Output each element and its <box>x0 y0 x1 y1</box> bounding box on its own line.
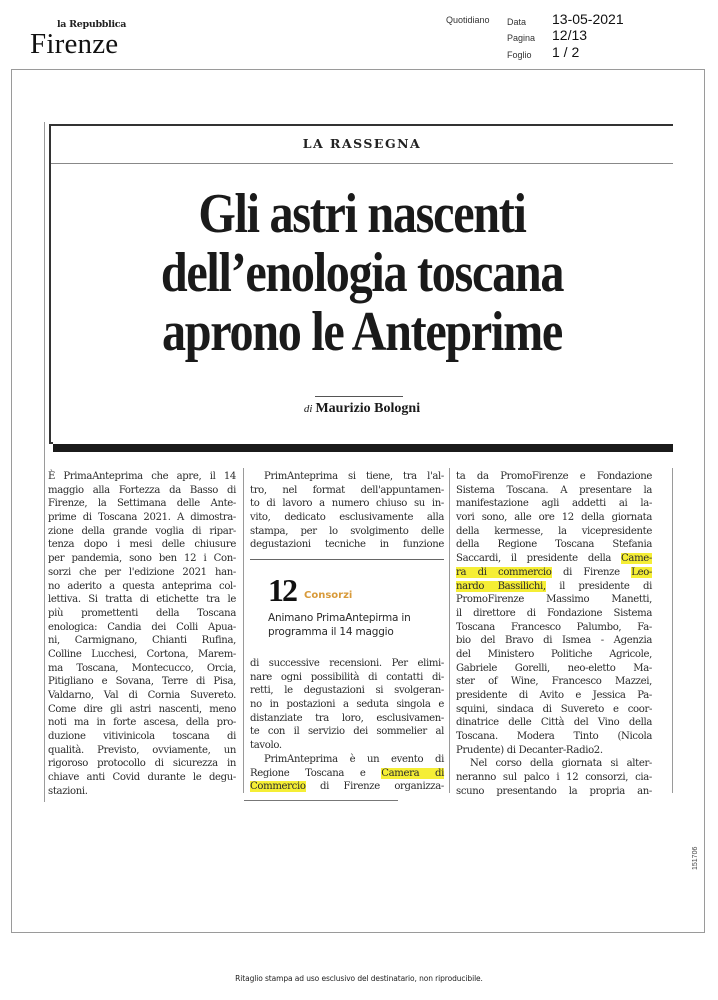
publication-type: Quotidiano <box>446 15 490 25</box>
text-line: rigoroso protocollo di sicurezza in <box>48 758 236 770</box>
text-line: squini, sindaca di Suvereto e coor- <box>456 703 652 715</box>
column-divider <box>449 468 450 793</box>
text-line: ster of Wine, Francesco Mazzei, <box>456 676 652 688</box>
text-line: PrimAnteprima si tiene, tra l'al- <box>264 471 444 482</box>
text-line: PrimAnteprima è un evento di <box>264 753 444 765</box>
text-line: dinatrice delle Città del Vino della <box>456 717 652 729</box>
article-column-2-bottom <box>250 657 444 794</box>
clipping-code: 151706 <box>692 846 699 870</box>
text-line: È PrimaAnteprima che apre, il 14 <box>48 471 236 482</box>
page-value: 12/13 <box>552 27 588 43</box>
text-line: Valdarno, Val di Cornia Suvereto. <box>48 690 236 701</box>
highlighted-text: ra di commercio <box>456 566 552 578</box>
text-line: Toscana Francesco Palumbo, Fa- <box>456 621 652 633</box>
sheet-value: 1 / 2 <box>552 44 580 60</box>
sidebar-box-rule <box>250 559 444 560</box>
text-line: Prudente) di Decanter-Radio2. <box>456 744 603 756</box>
text-line: enologica: Candia dei Colli Apua- <box>48 621 236 633</box>
headline-line: aprono le Anteprime <box>161 301 562 363</box>
headline <box>95 185 630 362</box>
column-divider <box>672 468 673 793</box>
publisher-logo: la Repubblica <box>57 19 127 30</box>
text-line: te con il servizio dei sommelier al <box>250 726 444 738</box>
text-line: retti, le degustazioni si svolgeran- <box>250 685 444 697</box>
byline <box>51 401 673 417</box>
highlighted-text: Came- <box>621 553 652 565</box>
text-line: di successive recensioni. Per elimi- <box>250 658 444 669</box>
column-divider <box>243 468 244 793</box>
text-line: qualità. Previsto, ovviamente, un <box>48 744 236 756</box>
text-line: no in postazioni a seduta singola e <box>250 699 444 711</box>
text-line: scuno presentando la propria an- <box>456 785 652 797</box>
text-line: lettiva. Si tratta di etichette tra le <box>48 594 236 606</box>
text-line: prime di Toscana 2021. A dimostra- <box>48 512 236 524</box>
text-line <box>456 566 652 580</box>
text-line: Firenze, la Settimana delle Ante- <box>48 498 236 510</box>
text-line: manifestazione agli addetti ai la- <box>456 498 652 510</box>
text-line: Colline Lucchesi, Cortona, Marem- <box>48 648 236 660</box>
text-line: Sistema Toscana. A presentare la <box>456 484 652 496</box>
highlighted-text: Camera di <box>381 767 444 779</box>
text-line: PromoFirenze Massimo Manetti, <box>456 594 652 606</box>
headline-line: Gli astri nascenti <box>198 183 526 245</box>
text-fragment: Regione Toscana e <box>250 767 382 779</box>
text-line: stazioni. <box>48 785 88 797</box>
text-line: zione della grande voglia di ripar- <box>48 525 236 537</box>
date-value: 13-05-2021 <box>552 11 624 27</box>
text-line: ma Toscana, Montecucco, Orcia, <box>48 662 236 674</box>
sidebar-box-word: Consorzi <box>304 590 353 601</box>
byline-rule <box>315 396 403 397</box>
highlighted-text: Commercio <box>250 781 306 793</box>
text-line: della Regione Toscana Stefania <box>456 539 652 551</box>
text-line <box>456 552 652 566</box>
text-line: vori sono, alle ore 12 della giornata <box>456 512 652 524</box>
section-rule <box>51 163 673 164</box>
text-line: tro, nel format dell'appuntamen- <box>250 484 444 496</box>
article-column-3 <box>456 470 652 799</box>
text-line: vito, dedicato esclusivamente alla <box>250 512 444 524</box>
text-line: distanziate tra loro, esclusivamen- <box>250 712 444 724</box>
text-line: Toscana. Modera Tinto (Nicola <box>456 731 652 743</box>
text-line: stampa, per lo svolgimento delle <box>250 525 444 537</box>
text-line: maggio alla Fortezza da Basso di <box>48 484 236 496</box>
byline-author: Maurizio Bologni <box>315 401 421 416</box>
article-column-2-top <box>250 470 444 552</box>
text-line: no aderito a questa anteprima col- <box>48 580 236 592</box>
text-line: presidente di Avito e Jessica Pa- <box>456 690 652 701</box>
text-line: degustazioni tecniche in funzione <box>250 539 444 551</box>
headline-box-shadow-rule <box>53 444 673 452</box>
text-fragment: di Firenze organizza- <box>305 781 444 793</box>
text-line: Nel corso della giornata si alter- <box>470 758 652 770</box>
headline-line: dell’enologia toscana <box>160 242 564 304</box>
text-line: sorzi che per l'edizione 2021 han- <box>48 566 236 578</box>
date-label: Data <box>507 17 527 27</box>
text-line <box>456 580 652 594</box>
byline-prefix: di <box>303 403 313 415</box>
footer-disclaimer: Ritaglio stampa ad uso esclusivo del destinatario, non riproducibile. <box>235 974 483 983</box>
text-line: Gabriele Gorelli, neo-eletto Ma- <box>456 662 652 674</box>
text-line: del Ministero Politiche Agricole, <box>456 648 652 660</box>
article-column-1 <box>48 470 236 799</box>
text-line: della kermesse, la vicepresidente <box>456 525 652 537</box>
page-label: Pagina <box>507 33 536 43</box>
text-fragment: Saccardi, il presidente della <box>456 553 622 565</box>
text-fragment: il presidente di <box>545 580 652 592</box>
text-line: noti ma in forte ascesa, della pro- <box>48 717 236 729</box>
text-line: tavolo. <box>250 740 282 752</box>
text-line: per pandemia, sono ben 12 i Con- <box>48 553 236 565</box>
text-line <box>250 767 444 781</box>
inner-left-rule <box>44 122 45 802</box>
text-line: neranno sul palco i 12 consorzi, cia- <box>456 772 652 784</box>
text-line: Pitigliano e Sovana, Terre di Pisa, <box>48 676 236 688</box>
text-line: bio del Bravo di Ismea - Agenzia <box>456 635 652 647</box>
text-line: più promettenti della Toscana <box>48 607 236 619</box>
text-line: ni, Carmignano, Chianti Rufina, <box>48 635 236 647</box>
section-label: LA RASSEGNA <box>302 136 422 151</box>
highlighted-text: Leo- <box>631 566 652 578</box>
highlighted-text: nardo Bassilichi, <box>456 580 546 592</box>
text-fragment: di Firenze <box>551 566 632 578</box>
text-line: nare ogni possibilità di contatti di- <box>250 671 444 683</box>
sheet-label: Foglio <box>507 50 532 60</box>
text-line: il direttore di Fondazione Sistema <box>456 607 652 619</box>
text-line: to di lavoro a numero chiuso su in- <box>250 498 444 510</box>
article-bottom-rule <box>244 800 398 801</box>
text-line: Come dire gli astri nascenti, meno <box>48 703 236 715</box>
sidebar-box-subtitle: Animano PrimaAntepirma in programma il 14 maggio <box>268 612 411 638</box>
text-line: chiave anti Covid durante le degu- <box>48 772 236 784</box>
text-line <box>250 780 444 794</box>
edition-logo: Firenze <box>30 28 119 60</box>
text-line: duzione vitivinicola toscana di <box>48 731 236 743</box>
sidebar-box-number: 12 <box>268 572 296 608</box>
text-line: ta da PromoFirenze e Fondazione <box>456 471 652 482</box>
text-line: tenza dopo i mesi delle chiusure <box>48 539 236 551</box>
